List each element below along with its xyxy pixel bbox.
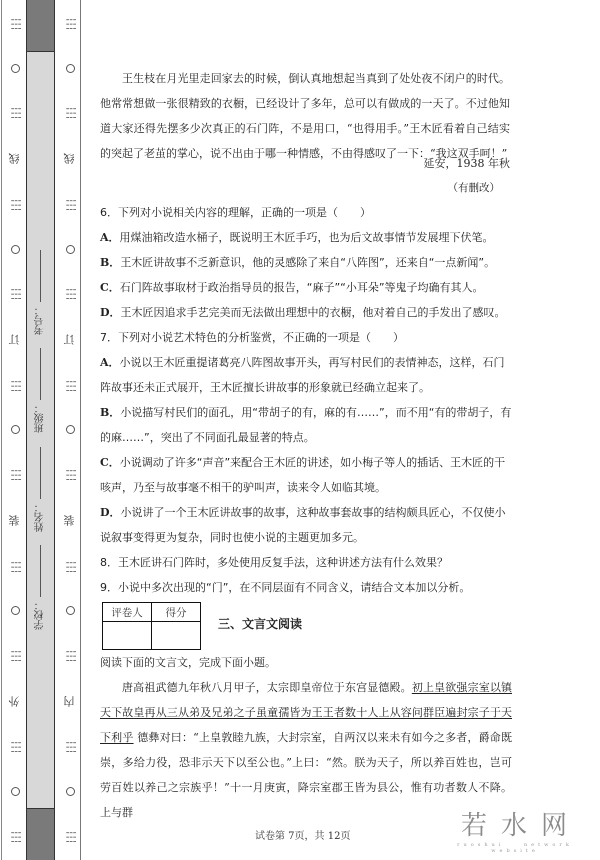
grader-header: 评卷人 <box>103 603 152 622</box>
page-number: 试卷第 7页，共 12页 <box>255 831 351 842</box>
question-6-option-a[interactable]: A．用煤油箱改造水桶子，既说明王木匠手巧，也为后文故事情节发展埋下伏笔。 <box>100 231 494 244</box>
circle-marker-icon <box>66 425 75 434</box>
circle-marker-icon <box>11 787 20 796</box>
class-label: 班级： <box>35 403 46 434</box>
student-info-fields <box>27 250 54 630</box>
cut-marker: 外 <box>8 695 21 707</box>
circle-marker-icon <box>66 245 75 254</box>
circle-marker-icon <box>66 787 75 796</box>
classical-text-part-2: 德彝对曰：“上皇敦睦九族，大封宗室，自两汉以来未有如今之多者，爵命既崇，多给力役，恐非示天下以至公也。”上曰：“然。朕为天子，所以养百姓也，岂可劳百姓以养己之宗族乎！”十一月庚寅，降宗室郡王皆为县公，惟有功者数人不降。上与群 <box>100 731 512 819</box>
cut-marker: 装 <box>63 514 76 526</box>
classical-text <box>100 675 512 825</box>
score-cell[interactable] <box>152 622 201 650</box>
school-field[interactable] <box>33 545 48 630</box>
exam-number-label: 考号： <box>35 305 46 335</box>
question-6-option-b[interactable]: B．王木匠讲故事不乏新意识，他的灵感除了来自“八阵图”，还来自“一点新闻”。 <box>100 256 496 269</box>
circle-marker-icon <box>11 245 20 254</box>
classical-text-part-1: 唐高祖武德九年秋八月甲子，太宗即皇帝位于东宫显德殿。 <box>122 681 412 694</box>
name-input-line[interactable] <box>40 447 41 499</box>
cut-marker: 订 <box>8 334 21 346</box>
class-input-line[interactable] <box>40 348 41 400</box>
cut-marker: 内 <box>63 695 76 707</box>
strip-cap-bottom <box>27 808 54 860</box>
school-input-line[interactable] <box>40 545 41 597</box>
cut-marker: 装 <box>8 514 21 526</box>
story-paragraph: 王生枝在月光里走回家去的时候，倒认真地想起当真到了处处夜不闭户的时代。他常常想做一张很精致的衣橱，已经设计了多年，总可以有做成的一天了。不过他知道大家还得先摆多少次真正的石门阵，不是用口，“也得用手。”王木匠看着自己结实的突起了老茧的掌心，说不出由于哪一种情感，不由得感叹了一下：“我这双手呵！” <box>100 72 510 160</box>
question-7-option-a[interactable]: A．小说以王木匠重提诸葛亮八阵图故事开头，再写村民们的表情神态，这样，石门阵故事还未正式展开，王木匠擅长讲故事的形象就已经确立起来了。 <box>100 356 505 394</box>
question-7-stem: 7．下列对小说艺术特色的分析鉴赏，不正确的一项是（ ） <box>100 331 404 344</box>
classical-text-underlined: 初上皇欲强宗室以镇天下故皇再从三从弟及兄弟之子虽童孺皆为王王者数十人上从容问群臣遍封宗子于天下利乎 <box>100 681 513 744</box>
watermark-subtitle: ruoshui network website <box>457 842 573 854</box>
grader-cell[interactable] <box>103 622 152 650</box>
watermark-logo <box>435 810 595 858</box>
story-place-date: 延安，1938 年秋 <box>423 157 510 170</box>
student-info-strip <box>26 0 55 860</box>
question-6-option-c[interactable]: C．石门阵故事取材于政治指导员的报告，“麻子”“小耳朵”等鬼子均确有其人。 <box>100 281 484 294</box>
reading-instruction: 阅读下面的文言文，完成下面小题。 <box>100 656 276 669</box>
exam-number-input-line[interactable] <box>40 250 41 302</box>
outer-cut-line: ┆┆┆ ┆┆┆ 线 ┆┆┆ ┆┆┆ 订 ┆┆┆ ┆┆┆ 装 ┆┆┆ ┆┆┆ 外 ┆┆┆ ┆┆┆ <box>8 16 21 844</box>
question-9-stem: 9．小说中多次出现的“门”，在不同层面有不同含义，请结合文本加以分析。 <box>100 581 471 594</box>
question-8-stem: 8．王木匠讲石门阵时，多处使用反复手法，这种讲述方法有什么效果？ <box>100 556 448 569</box>
score-table <box>102 602 201 650</box>
circle-marker-icon <box>11 606 20 615</box>
cut-marker: 订 <box>63 334 76 346</box>
margin-line <box>80 0 81 860</box>
question-7-option-d[interactable]: D．小说讲了一个王木匠讲故事的故事，这种故事套故事的结构颇具匠心，不仅使小说叙事变得更为复杂，同时也使小说的主题更加多元。 <box>100 506 506 544</box>
watermark-text: 若水网 <box>460 811 581 841</box>
circle-marker-icon <box>11 64 20 73</box>
question-7-option-b[interactable]: B．小说描写村民们的面孔，用“带胡子的有，麻的有……”，而不用“有的带胡子，有的麻……”，突出了不同面孔最显著的特点。 <box>100 406 512 444</box>
inner-cut-line: ┆┆┆ ┆┆┆ 线 ┆┆┆ ┆┆┆ 订 ┆┆┆ ┆┆┆ 装 ┆┆┆ ┆┆┆ 内 ┆┆┆ ┆┆┆ <box>63 16 76 844</box>
school-label: 学校： <box>35 599 46 630</box>
circle-marker-icon <box>66 606 75 615</box>
circle-marker-icon <box>11 425 20 434</box>
cut-marker: 线 <box>63 153 76 165</box>
strip-cap-top <box>27 0 54 52</box>
story-note: （有删改） <box>447 182 500 194</box>
question-6-stem: 6．下列对小说相关内容的理解，正确的一项是（ ） <box>100 206 371 219</box>
name-field[interactable] <box>33 447 48 532</box>
questions-section <box>100 200 515 600</box>
circle-marker-icon <box>66 64 75 73</box>
exam-number-field[interactable] <box>33 250 48 335</box>
cut-marker: 线 <box>8 153 21 165</box>
page-edge-line <box>1 0 2 860</box>
question-6-option-d[interactable]: D．王木匠因追求手艺完美而无法做出理想中的衣橱，他对着自己的手发出了感叹。 <box>100 306 506 319</box>
name-label: 姓名： <box>35 501 46 532</box>
section-title: 三、文言文阅读 <box>218 617 303 631</box>
binding-strip <box>0 0 90 860</box>
question-7-option-c[interactable]: C．小说调动了许多“声音”来配合王木匠的讲述，如小梅子等人的插话、王木匠的干咳声，乃至与故事毫不相干的驴叫声，读来令人如临其境。 <box>100 456 506 494</box>
class-field[interactable] <box>33 348 48 433</box>
score-header: 得分 <box>152 603 201 622</box>
